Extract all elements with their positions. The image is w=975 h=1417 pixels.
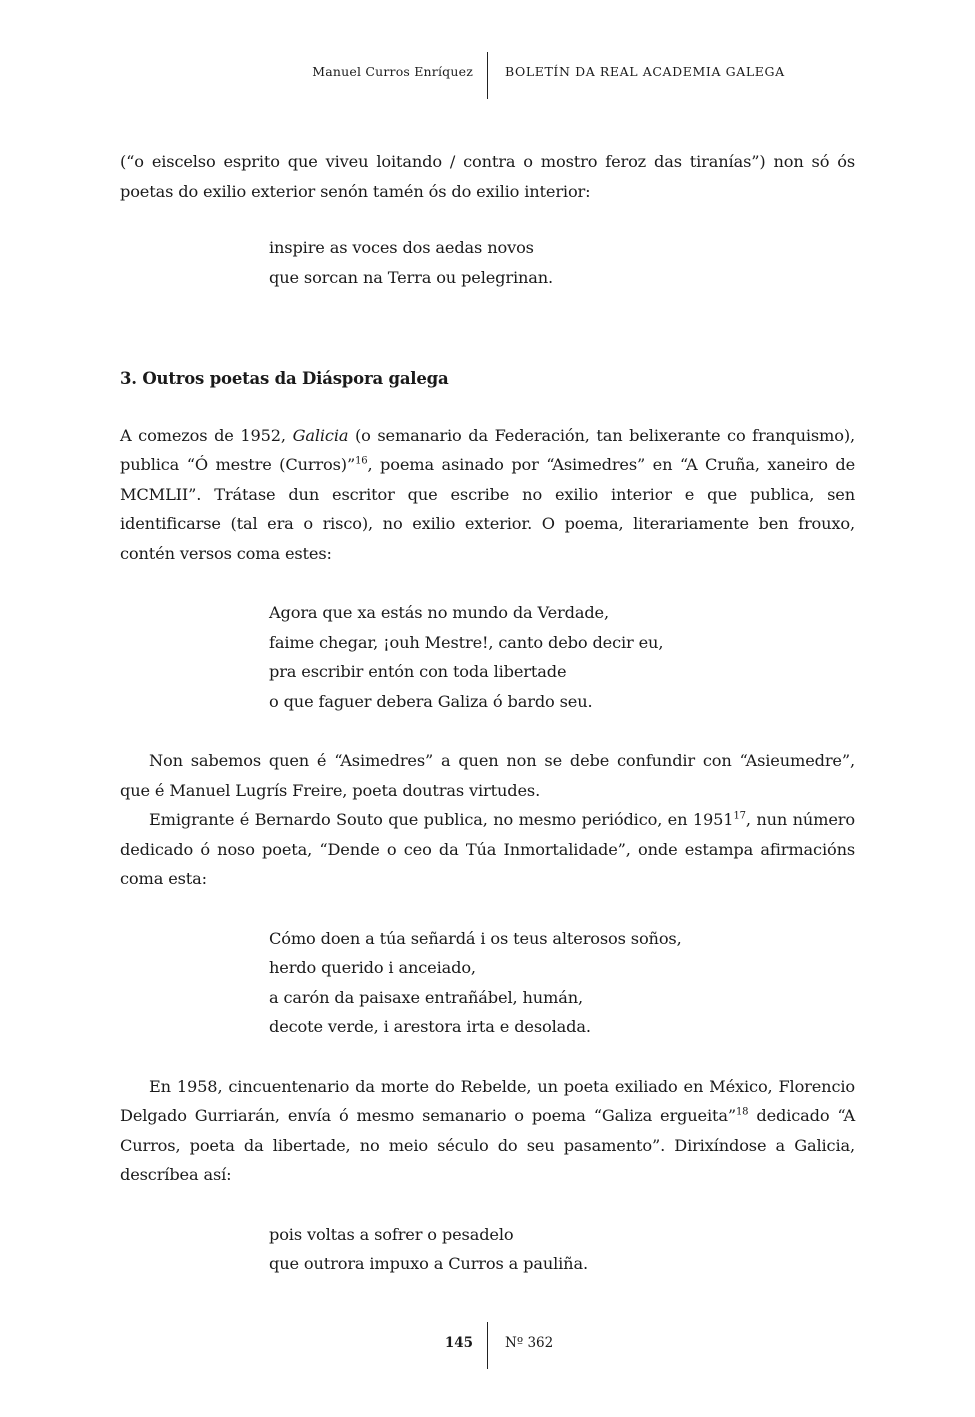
paragraph-2: A comezos de 1952, Galicia (o semanario da Federación, tan belixerante co franquismo), publica “Ó mestre (Curros)”$^{16}$, poema asinado por “Asimedres” en “A Cruña, xaneiro de MCMLII”. Trátase dun escritor que escribe no exilio interior e que publica, sen identificarse (tal era o risco), no exilio exterior. O poema, literariamente ben frouxo, contén versos coma estes: [120, 425, 855, 563]
verse-line: Agora que xa estás no mundo da Verdade, [269, 603, 609, 622]
verse-block-2 [120, 598, 855, 716]
verse-line: faime chegar, ¡ouh Mestre!, canto debo decir eu, [269, 632, 664, 652]
verse-line: que sorcan na Terra ou pelegrinan. [269, 267, 554, 287]
verse-line: pra escribir entón con toda libertade [269, 662, 567, 681]
footnote-ref: 16 [355, 455, 368, 467]
verse-line: pois voltas a sofrer o pesadelo [269, 1224, 514, 1244]
footnote-ref: 18 [735, 1106, 749, 1118]
verse-line: o que faguer debera Galiza ó bardo seu. [269, 691, 593, 711]
running-header-journal: BOLETÍN DA REAL ACADEMIA GALEGA [505, 64, 785, 79]
verse-block-3 [120, 924, 855, 1042]
issue-number: Nº 362 [505, 1335, 554, 1351]
footer-divider [487, 1322, 488, 1369]
verse-line: Cómo doen a túa señardá i os teus alterosos soños, [269, 928, 682, 948]
section-heading: 3. Outros poetas da Diáspora galega [120, 369, 449, 388]
footnote-ref: 17 [733, 810, 746, 822]
running-header-author: Manuel Curros Enríquez [312, 64, 473, 79]
verse-line: inspire as voces dos aedas novos [269, 238, 534, 257]
paragraph-4: Emigrante é Bernardo Souto que publica, no mesmo periódico, en 1951$^{17}$, nun número dedicado ó noso poeta, “Dende o ceo da Túa Inmortalidade”, onde estampa afirmacións coma esta: [120, 810, 855, 888]
verse-line: decote verde, i arestora irta e desolada. [269, 1017, 591, 1036]
paragraph-1: (“o eiscelso esprito que viveu loitando / contra o mostro feroz das tiranías”) non só ós poetas do exilio exterior senón tamén ós do exilio interior: [120, 152, 855, 201]
verse-block-4 [120, 1220, 855, 1279]
page-number: 145 [444, 1335, 473, 1351]
paragraph-3: Non sabemos quen é “Asimedres” a quen non se debe confundir con “Asieumedre”, que é Manuel Lugrís Freire, poeta doutras virtudes. [120, 751, 855, 800]
page-body [120, 147, 855, 1279]
verse-line: que outrora impuxo a Curros a pauliña. [269, 1254, 588, 1273]
verse-block-1 [120, 233, 855, 292]
verse-line: herdo querido i anceiado, [269, 958, 476, 977]
paragraph-5: En 1958, cincuentenario da morte do Rebelde, un poeta exiliado en México, Florencio Delgado Gurriarán, envía ó mesmo semanario o poema “Galiza ergueita”$^{18}$ dedicado “A Curros, poeta da libertade, no meio século do seu pasamento”. Dirixíndose a Galicia, descríbea así: [120, 1076, 855, 1184]
header-divider [487, 52, 488, 99]
periodical-title: Galicia [292, 425, 349, 445]
verse-line: a carón da paisaxe entrañábel, humán, [269, 987, 583, 1007]
